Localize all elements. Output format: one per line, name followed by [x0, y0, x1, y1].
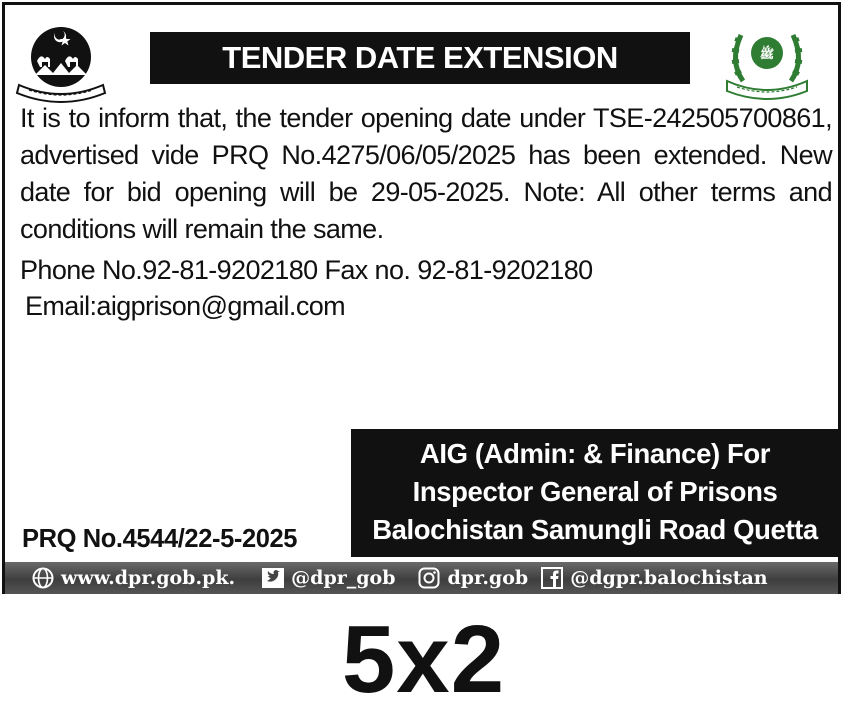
instagram-icon: [417, 567, 441, 589]
twitter-item[interactable]: [261, 567, 395, 589]
facebook-icon: [540, 567, 564, 589]
phone-fax-line: Phone No.92-81-9202180 Fax no. 92-81-9202180: [20, 255, 593, 285]
instagram-item[interactable]: [417, 567, 528, 589]
social-footer-bar: [5, 562, 838, 594]
notice-title: TENDER DATE EXTENSION: [150, 32, 690, 84]
website-item[interactable]: [31, 567, 235, 589]
facebook-item[interactable]: [540, 567, 767, 589]
notice-body: It is to inform that, the tender opening date under TSE-242505700861, advertised vide PRQ No.4275/06/05/2025 has been extended. New date for bid opening will be 29-05-2025. Note: All other terms and conditions will remain the same.: [20, 103, 832, 244]
instagram-handle[interactable]: dpr.gob: [447, 567, 529, 589]
dgpr-emblem-logo: [721, 19, 813, 105]
prq-number: PRQ No.4544/22-5-2025: [22, 525, 298, 553]
signature-block: [351, 429, 839, 557]
signature-line: AIG (Admin: & Finance) For: [419, 438, 771, 469]
globe-icon: [31, 567, 55, 589]
signature-line: Balochistan Samungli Road Quetta: [372, 514, 818, 545]
twitter-icon: [261, 567, 285, 589]
signature-line: Inspector General of Prisons: [412, 476, 778, 507]
email-line: Email:aigprison@gmail.com: [25, 291, 346, 321]
facebook-handle[interactable]: @dgpr.balochistan: [570, 567, 768, 589]
svg-text:ﷺ: ﷺ: [759, 47, 775, 61]
twitter-handle[interactable]: @dpr_gob: [291, 567, 396, 589]
ad-size-label: 5x2: [341, 606, 506, 713]
tender-advertisement: [2, 2, 841, 594]
balochistan-emblem-logo: [15, 19, 107, 105]
website-link[interactable]: www.dpr.gob.pk.: [61, 567, 236, 589]
